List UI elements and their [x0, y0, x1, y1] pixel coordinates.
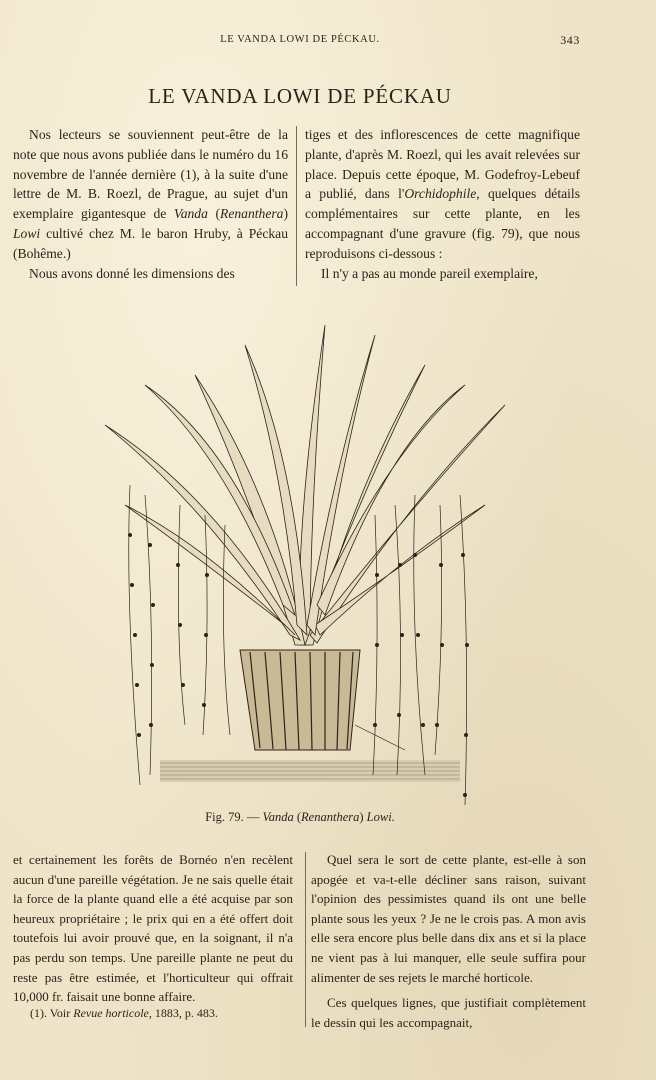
italic-run: Lowi [13, 225, 41, 241]
paragraph: Nous avons donné les dimensions des [29, 265, 235, 281]
text-run: ) [359, 810, 367, 824]
left-column-bottom [13, 850, 293, 1007]
italic-run: Renanthera [301, 810, 360, 824]
text-run: , 1883, p. 483. [148, 1006, 218, 1020]
italic-run: Revue horticole [73, 1006, 149, 1020]
running-head-title: LE VANDA LOWI DE PÉCKAU. [220, 34, 380, 45]
page-number: 343 [560, 33, 580, 47]
text-run: cultivé chez M. le baron Hruby, à Péckau (Bohême.) [13, 225, 288, 261]
text-run: ( [293, 810, 302, 824]
text-run: , quelques détails complémentaires sur cette plante, en les accompagnant d'une gravure (fig. 79), que nous reproduisons ci-dessous : [305, 186, 580, 261]
paragraph: Quel sera le sort de cette plante, est-elle à son apogée et va-t-elle décliner sans raison, suivant l'opinion des pessimistes quand ils ont une belle plante sous les yeux ? Je ne le crois pas. A mon avis elle sera encore plus belle dans dix ans et si la place ne vient pas à lui manquer, elle seule suffira pour alimenter de ses rejets le marché horticole. [311, 852, 586, 985]
text-run: Fig. 79. — [205, 810, 263, 824]
paragraph [13, 125, 288, 264]
paragraph: Ces quelques lignes, que justifiait complètement le dessin qui les accompagnait, [311, 995, 586, 1030]
paragraph: Il n'y a pas au monde pareil exemplaire, [321, 265, 538, 281]
paragraph: et certainement les forêts de Bornéo n'en recèlent aucun d'une pareille végétation. Je ne sais quelle était la force de la plante quand elle a été acquise par son heureux propriétaire ; le prix qui en a été offert doit toutefois lui avoir prouvé que, en la soignant, il n'a pas perdu son temps. Une pareille plante ne peut du reste pas être estimée, et l'horticulteur qui offrait 10,000 fr. faisait une bonne affaire. [13, 852, 293, 1005]
plant-engraving [85, 305, 515, 805]
basket-pot [240, 650, 405, 750]
paragraph [305, 125, 580, 264]
figure-caption [0, 810, 600, 825]
left-column-top [13, 125, 288, 283]
text-run: Nos lecteurs se souviennent peut-être de la note que nous avons publiée dans le numéro du 16 novembre de l'année dernière (1), à la suite d'une lettre de M. B. Roezl, de Prague, au sujet d'un exemplaire gigantesque de [13, 127, 288, 222]
leaves [105, 325, 505, 645]
column-divider [305, 852, 306, 1027]
italic-run: Vanda [173, 206, 208, 222]
right-column-top [305, 125, 580, 283]
italic-run: Orchidophile [404, 186, 477, 202]
floor-hatching [160, 760, 460, 782]
italic-run: Vanda [262, 810, 294, 824]
text-run: tiges et des inflorescences de cette magnifique plante, d'après M. Roezl, qui les avait relevées sur place. Depuis cette époque, M. Godefroy-Lebeuf a publié, dans l' [305, 127, 580, 202]
right-column-bottom [311, 850, 586, 1032]
footnote [30, 1006, 290, 1021]
text-run: ) [283, 206, 288, 222]
text-run: ( [207, 206, 221, 222]
text-run: (1). Voir [30, 1006, 74, 1020]
italic-run: Lowi. [366, 810, 395, 824]
running-head [0, 34, 656, 50]
column-divider [296, 126, 297, 286]
article-title: LE VANDA LOWI DE PÉCKAU [148, 84, 452, 108]
italic-run: Renanthera [220, 206, 284, 222]
